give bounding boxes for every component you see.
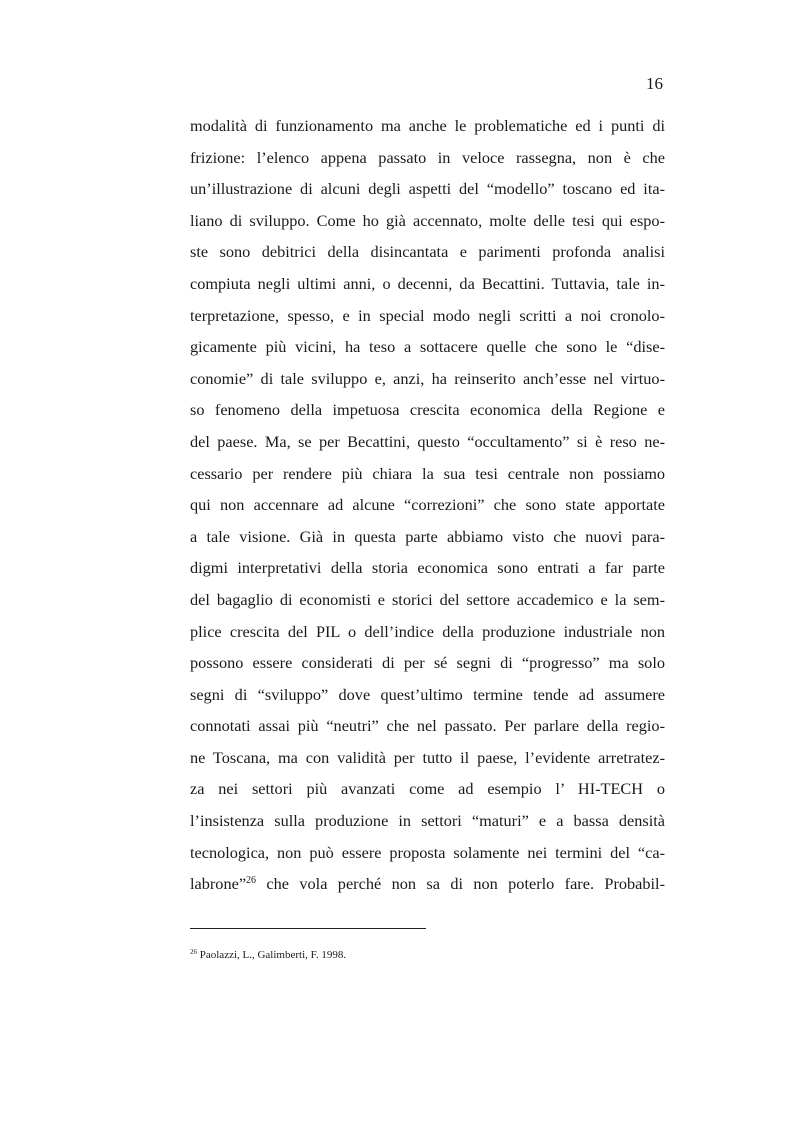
text-line: tecnologica, non può essere proposta solamente nei termini del “ca- <box>190 842 665 862</box>
text-line-last <box>190 868 665 900</box>
text-line: gicamente più vicini, ha teso a sottacere quelle che sono le “dise- <box>190 337 665 357</box>
text-line: connotati assai più “neutri” che nel passato. Per parlare della regio- <box>190 716 665 736</box>
text-line: un’illustrazione di alcuni degli aspetti del “modello” toscano ed ita- <box>190 179 665 199</box>
text-fragment: labrone” <box>190 874 247 894</box>
text-line: qui non accennare ad alcune “correzioni” che sono state apportate <box>190 495 665 515</box>
text-line: plice crescita del PIL o dell’indice della produzione industriale non <box>190 621 665 641</box>
text-line: liano di sviluppo. Come ho già accennato, molte delle tesi qui espo- <box>190 210 665 230</box>
body-text <box>190 110 665 900</box>
footnote-number: 26 <box>190 948 197 956</box>
text-line: ste sono debitrici della disincantata e parimenti profonda analisi <box>190 242 665 262</box>
text-line: del paese. Ma, se per Becattini, questo “occultamento” si è reso ne- <box>190 431 665 451</box>
text-line: segni di “sviluppo” dove quest’ultimo termine tende ad assumere <box>190 684 665 704</box>
text-line: conomie” di tale sviluppo e, anzi, ha reinserito anch’esse nel virtuo- <box>190 368 665 388</box>
text-line: a tale visione. Già in questa parte abbiamo visto che nuovi para- <box>190 526 665 546</box>
text-line: ne Toscana, ma con validità per tutto il paese, l’evidente arretratez- <box>190 747 665 767</box>
text-line: compiuta negli ultimi anni, o decenni, da Becattini. Tuttavia, tale in- <box>190 273 665 293</box>
text-line: so fenomeno della impetuosa crescita economica della Regione e <box>190 400 665 420</box>
text-line: l’insistenza sulla produzione in settori “maturi” e a bassa densità <box>190 811 665 831</box>
text-line: cessario per rendere più chiara la sua tesi centrale non possiamo <box>190 463 665 483</box>
text-line: za nei settori più avanzati come ad esempio l’ HI-TECH o <box>190 779 665 799</box>
footnote <box>190 948 346 962</box>
text-line: terpretazione, spesso, e in special modo negli scritti a noi cronolo- <box>190 305 665 325</box>
text-line: modalità di funzionamento ma anche le problematiche ed i punti di <box>190 116 665 135</box>
text-line: digmi interpretativi della storia economica sono entrati a far parte <box>190 558 665 578</box>
text-line: frizione: l’elenco appena passato in veloce rassegna, non è che <box>190 147 665 167</box>
text-line: del bagaglio di economisti e storici del settore accademico e la sem- <box>190 589 665 609</box>
footnote-divider <box>190 928 426 929</box>
footnote-reference[interactable]: 26 <box>246 875 257 887</box>
text-line: possono essere considerati di per sé segni di “progresso” ma solo <box>190 653 665 673</box>
footnote-text: Paolazzi, L., Galimberti, F. 1998. <box>197 949 347 961</box>
text-fragment: che vola perché non sa di non poterlo fare. Probabil- <box>256 874 665 894</box>
page-number: 16 <box>646 74 663 93</box>
